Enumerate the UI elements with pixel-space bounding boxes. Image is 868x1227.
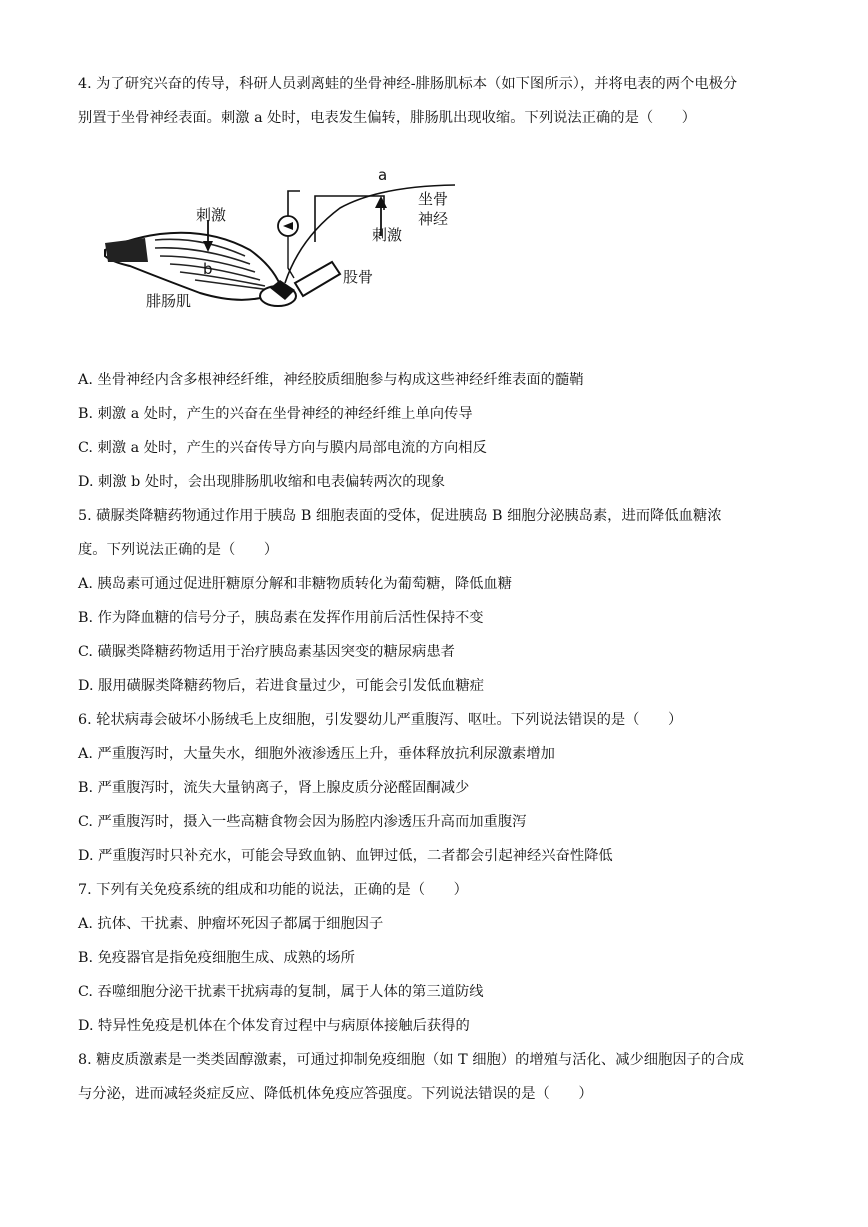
- nerve-muscle-figure: [100, 158, 480, 328]
- q4-option-a: A. 坐骨神经内含多根神经纤维，神经胶质细胞参与构成这些神经纤维表面的髓鞘: [78, 372, 584, 388]
- q7-option-d: D. 特异性免疫是机体在个体发育过程中与病原体接触后获得的: [78, 1018, 470, 1034]
- label-bone: 股骨: [343, 268, 374, 286]
- q4-stem-line1: 4. 为了研究兴奋的传导，科研人员剥离蛙的坐骨神经-腓肠肌标本（如下图所示），并将电表的两个电极分: [78, 76, 738, 92]
- q4-option-c: C. 刺激 a 处时，产生的兴奋传导方向与膜内局部电流的方向相反: [78, 440, 487, 456]
- femur-shape: [295, 262, 340, 296]
- arrowhead-a: [375, 196, 387, 208]
- q5-stem-line1: 5. 磺脲类降糖药物通过作用于胰岛 B 细胞表面的受体，促进胰岛 B 细胞分泌胰岛素，进而降低血糖浓: [78, 508, 722, 524]
- q5-option-b: B. 作为降血糖的信号分子，胰岛素在发挥作用前后活性保持不变: [78, 610, 484, 626]
- label-b: b: [203, 260, 213, 278]
- label-stim-left: 刺激: [196, 206, 227, 224]
- q4-stem-line2: 别置于坐骨神经表面。刺激 a 处时，电表发生偏转，腓肠肌出现收缩。下列说法正确的是（ ）: [78, 110, 697, 126]
- q5-option-d: D. 服用磺脲类降糖药物后，若进食量过少，可能会引发低血糖症: [78, 678, 485, 694]
- q8-stem-line1: 8. 糖皮质激素是一类类固醇激素，可通过抑制免疫细胞（如 T 细胞）的增殖与活化、减少细胞因子的合成: [78, 1052, 744, 1068]
- q5-option-c: C. 磺脲类降糖药物适用于治疗胰岛素基因突变的糖尿病患者: [78, 644, 455, 660]
- label-a: a: [378, 166, 388, 184]
- q6-option-c: C. 严重腹泻时，摄入一些高糖食物会因为肠腔内渗透压升高而加重腹泻: [78, 814, 527, 830]
- q4-option-b: B. 刺激 a 处时，产生的兴奋在坐骨神经的神经纤维上单向传导: [78, 406, 473, 422]
- q8-stem-line2: 与分泌，进而减轻炎症反应、降低机体免疫应答强度。下列说法错误的是（ ）: [78, 1086, 593, 1102]
- q5-option-a: A. 胰岛素可通过促进肝糖原分解和非糖物质转化为葡萄糖，降低血糖: [78, 576, 513, 592]
- q6-stem-line1: 6. 轮状病毒会破坏小肠绒毛上皮细胞，引发婴幼儿严重腹泻、呕吐。下列说法错误的是（ ）: [78, 712, 683, 728]
- q7-option-c: C. 吞噬细胞分泌干扰素干扰病毒的复制，属于人体的第三道防线: [78, 984, 484, 1000]
- q6-option-d: D. 严重腹泻时只补充水，可能会导致血钠、血钾过低，二者都会引起神经兴奋性降低: [78, 848, 613, 864]
- q7-stem-line1: 7. 下列有关免疫系统的组成和功能的说法，正确的是（ ）: [78, 882, 468, 898]
- q7-option-b: B. 免疫器官是指免疫细胞生成、成熟的场所: [78, 950, 355, 966]
- q6-option-b: B. 严重腹泻时，流失大量钠离子，肾上腺皮质分泌醛固酮减少: [78, 780, 470, 796]
- q4-option-d: D. 刺激 b 处时，会出现腓肠肌收缩和电表偏转两次的现象: [78, 474, 446, 490]
- label-nerve-2: 神经: [418, 210, 449, 228]
- q5-stem-line2: 度。下列说法正确的是（ ）: [78, 542, 279, 558]
- q7-option-a: A. 抗体、干扰素、肿瘤坏死因子都属于细胞因子: [78, 916, 384, 932]
- q6-option-a: A. 严重腹泻时，大量失水，细胞外液渗透压上升，垂体释放抗利尿激素增加: [78, 746, 555, 762]
- label-nerve-1: 坐骨: [418, 190, 449, 208]
- label-stim-right: 刺激: [372, 226, 403, 244]
- label-muscle: 腓肠肌: [146, 292, 192, 310]
- tendon-shape: [105, 238, 148, 262]
